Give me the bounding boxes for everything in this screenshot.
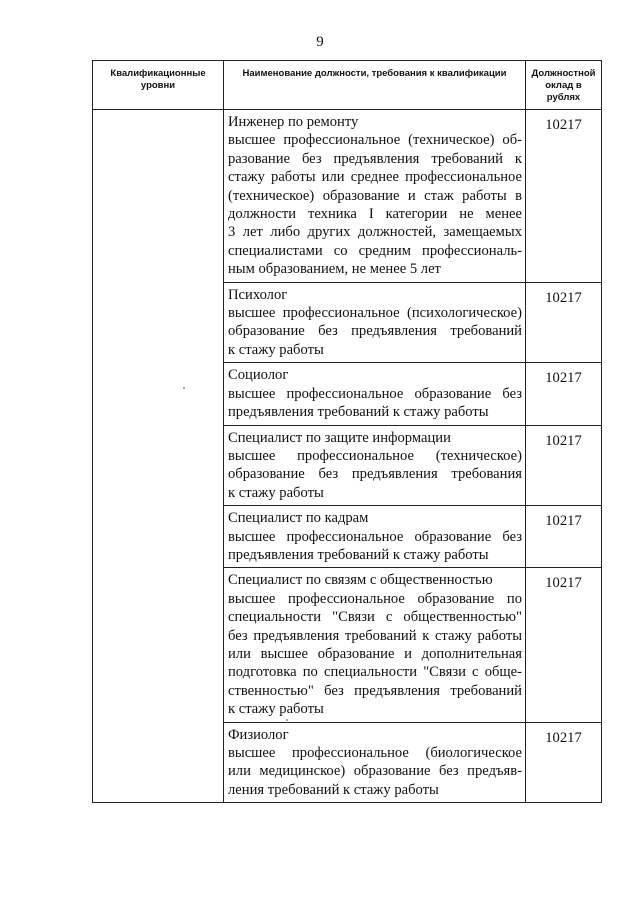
requirement-line: образование без предъявления требований xyxy=(228,323,522,340)
requirement-line: высшее профессиональное образование по xyxy=(228,590,522,607)
salary-value: 10217 xyxy=(526,110,602,283)
requirement-line: ственностью" без предъявления требований xyxy=(228,682,522,699)
scan-dot xyxy=(183,387,185,389)
position-requirements xyxy=(228,304,522,359)
requirement-line: высшее профессиональное образование без xyxy=(228,385,522,402)
requirement-line: без предъявления требований к стажу работы xyxy=(228,627,522,644)
position-title: Специалист по защите информации xyxy=(228,429,451,446)
position-description-cell xyxy=(224,568,526,722)
requirement-line: высшее профессиональное (биологическое xyxy=(228,745,522,761)
table-row xyxy=(93,110,602,283)
requirement-line: подготовка по специальности "Связи с обще- xyxy=(228,664,522,681)
salary-table xyxy=(92,60,602,803)
requirement-line: высшее профессиональное образование без xyxy=(228,528,522,545)
position-requirements xyxy=(228,131,522,278)
requirement-line: ным образованием, не менее 5 лет xyxy=(228,261,441,278)
salary-value: 10217 xyxy=(526,282,602,363)
position-description-cell xyxy=(224,282,526,363)
table-header-row xyxy=(93,61,602,110)
position-description-cell xyxy=(224,425,526,506)
requirement-line: высшее профессиональное (психологическое) xyxy=(228,305,522,322)
salary-value: 10217 xyxy=(526,506,602,568)
header-qualification-levels: Квалификационные уровни xyxy=(93,61,224,110)
requirement-line: специалистами со средним профессиональ- xyxy=(228,242,522,259)
position-requirements xyxy=(228,528,522,565)
requirement-line: к стажу работы xyxy=(228,701,324,718)
salary-value: 10217 xyxy=(526,363,602,425)
requirement-line: или высшее образование и дополнительная xyxy=(228,645,522,662)
page-number: 9 xyxy=(316,34,324,50)
requirement-line: к стажу работы xyxy=(228,341,324,358)
salary-value: 10217 xyxy=(526,722,602,803)
requirement-line: разование без предъявления требований к xyxy=(228,150,522,167)
position-description-cell xyxy=(224,722,526,803)
position-requirements xyxy=(228,744,522,799)
position-title: Специалист по связям с общественностью xyxy=(228,572,493,589)
requirement-line: высшее профессиональное (техническое) об- xyxy=(228,132,522,149)
header-salary: Должностной оклад в рублях xyxy=(526,61,602,110)
position-description-cell xyxy=(224,110,526,283)
scan-dot xyxy=(286,719,288,721)
position-requirements xyxy=(228,447,522,502)
header-position-requirements: Наименование должности, требования к квалификации xyxy=(224,61,526,110)
table-body xyxy=(93,110,602,803)
position-description-cell xyxy=(224,363,526,425)
position-description-cell xyxy=(224,506,526,568)
requirement-line: стажу работы или среднее профессиональное xyxy=(228,169,522,186)
requirement-line: к стажу работы xyxy=(228,484,324,501)
position-requirements xyxy=(228,590,522,719)
salary-value: 10217 xyxy=(526,425,602,506)
requirement-line: предъявления требований к стажу работы xyxy=(228,546,489,563)
requirement-line: образование без предъявления требования xyxy=(228,466,522,483)
position-requirements xyxy=(228,385,522,422)
requirement-line: или медицинское) образование без предъяв- xyxy=(228,763,522,780)
requirement-line: (техническое) образование и стаж работы в xyxy=(228,187,522,204)
requirement-line: должности техника I категории не менее xyxy=(228,206,522,223)
position-title: Социолог xyxy=(228,367,289,384)
requirement-line: высшее профессиональное (техническое) xyxy=(228,447,522,464)
position-title: Психолог xyxy=(228,286,288,303)
requirement-line: 3 лет либо других должностей, замещаемых xyxy=(228,224,522,241)
requirement-line: ления требований к стажу работы xyxy=(228,781,439,798)
position-title: Специалист по кадрам xyxy=(228,510,369,527)
position-title: Физиолог xyxy=(228,726,289,743)
requirement-line: специальности "Связи с общественностью" xyxy=(228,609,522,626)
qualification-level-cell xyxy=(93,110,224,803)
position-title: Инженер по ремонту xyxy=(228,114,359,130)
salary-value: 10217 xyxy=(526,568,602,722)
requirement-line: предъявления требований к стажу работы xyxy=(228,404,489,421)
